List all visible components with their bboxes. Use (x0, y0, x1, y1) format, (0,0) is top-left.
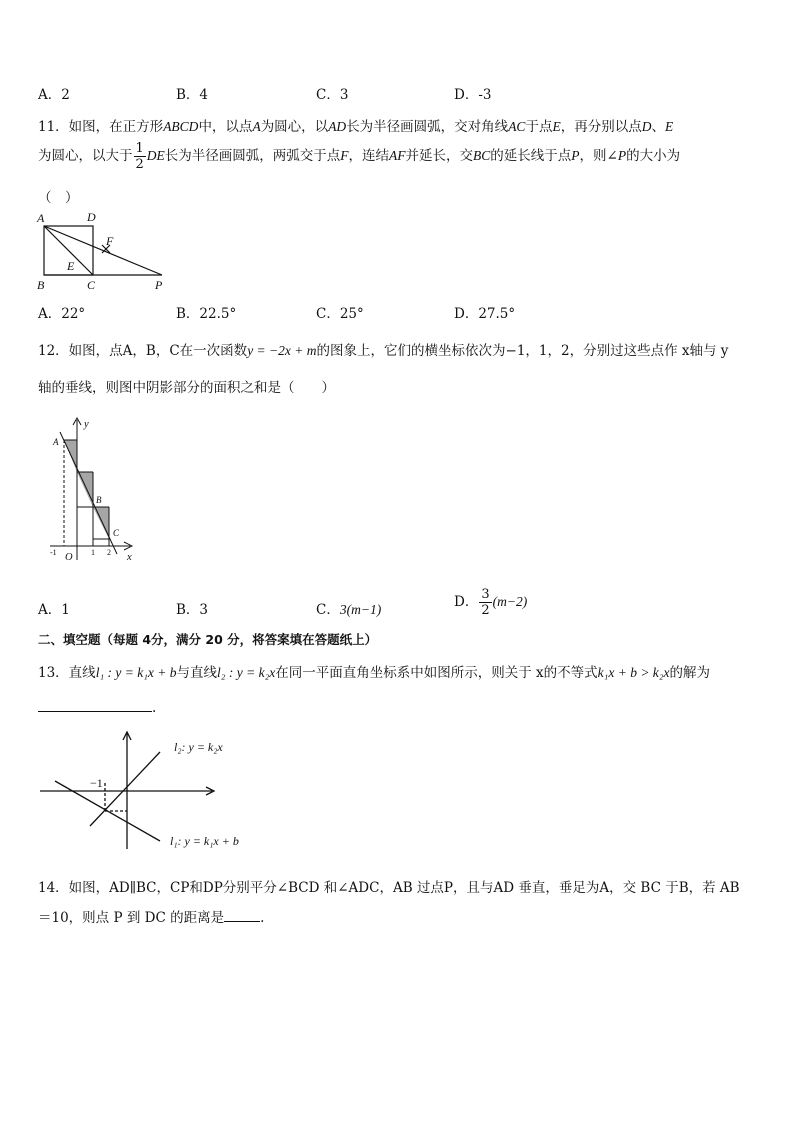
q13-figure (40, 727, 265, 857)
q12-shade-c (93, 507, 109, 539)
q12-option-a: A．1 (38, 602, 70, 618)
q11-line-3: （ ） (38, 190, 79, 206)
q13-line-1: 13．直线l₁ : y = k₁x + b与直线l₂ : y = k₂x在同一平面直角坐标系中如图所示，则关于 x的不等式k₁x + b > k₂x的解为 (38, 665, 710, 681)
q13-answer-line: . (38, 700, 156, 716)
q11-option-d: D．27.5° (454, 306, 516, 322)
q12-label-x: x (127, 552, 132, 563)
q12-line-1: 12．如图，点A，B，C在一次函数y = −2x + m的图象上，它们的横坐标依次为−1，1，2，分别过这些点作 x轴与 y (38, 343, 729, 359)
q14-answer-blank (224, 921, 260, 922)
q11-figure (34, 205, 174, 293)
q10-option-a: A．2 (38, 87, 70, 103)
q12-function-line (60, 432, 117, 554)
q13-label-neg1: −1 (90, 776, 103, 790)
q11-option-c: C．25° (316, 306, 364, 322)
q12-label-2: 2 (107, 548, 111, 557)
q12-shade-b (77, 472, 93, 507)
q12-option-c: C．3(m−1) (316, 602, 382, 618)
q12-figure (42, 412, 147, 565)
q10-option-c: C．3 (316, 87, 349, 103)
q13-answer-blank (38, 711, 152, 712)
q11-label-a: A (37, 211, 45, 225)
q12-option-b: B．3 (176, 602, 209, 618)
q11-line-2: 为圆心，以大于 $\frac{1}{2}$ DE长为半径画圆弧，两弧交于点F，连结AF并延长，交BC的延长线于点P，则∠P的大小为 (38, 141, 681, 172)
q14-line-1: 14．如图，AD∥BC，CP和DP分别平分∠BCD 和∠ADC，AB 过点P，且与AD 垂直，垂足为A，交 BC 于B，若 AB (38, 880, 740, 896)
q11-option-a: A．22° (38, 306, 86, 322)
q11-label-d: D (87, 210, 96, 224)
q11-fraction: $\frac{1}{2}$ (135, 141, 144, 172)
q11-label-p: P (155, 278, 163, 292)
q13-label-l2: l₂: y = k₂x (174, 740, 223, 754)
q11-label-e: E (67, 259, 75, 273)
q12-label-y: y (84, 419, 89, 430)
section-2-title: 二、填空题（每题 4分，满分 20 分，将答案填在答题纸上） (38, 632, 378, 647)
q12-label-o: O (65, 552, 73, 563)
q12-label-b: B (96, 495, 102, 505)
q10-option-b: B．4 (176, 87, 209, 103)
q12-optd-fraction: $\frac{3}{2}$ (481, 587, 490, 618)
q11-line-ap (44, 226, 162, 275)
q12-label-neg1: -1 (50, 548, 57, 557)
q12-label-c: C (113, 528, 120, 538)
q10-option-d: D．-3 (454, 87, 492, 103)
q11-label-f: F (106, 234, 114, 248)
q13-label-l1: l₁: y = k₁x + b (170, 834, 239, 848)
q11-label-b: B (37, 278, 45, 292)
q11-line-1: 11．如图，在正方形ABCD中，以点A为圆心，以AD长为半径画圆弧，交对角线AC于点E，再分别以点D、E (38, 119, 674, 135)
q12-option-d: D． $\frac{3}{2}$ (m−2) (454, 587, 528, 618)
q12-line-2: 轴的垂线，则图中阴影部分的面积之和是（ ） (38, 380, 335, 396)
q12-label-a: A (53, 437, 59, 447)
q11-label-c: C (87, 278, 96, 292)
q14-line-2: ＝10，则点 P 到 DC 的距离是 . (38, 910, 265, 926)
q12-label-1: 1 (91, 548, 95, 557)
q11-option-b: B．22.5° (176, 306, 237, 322)
